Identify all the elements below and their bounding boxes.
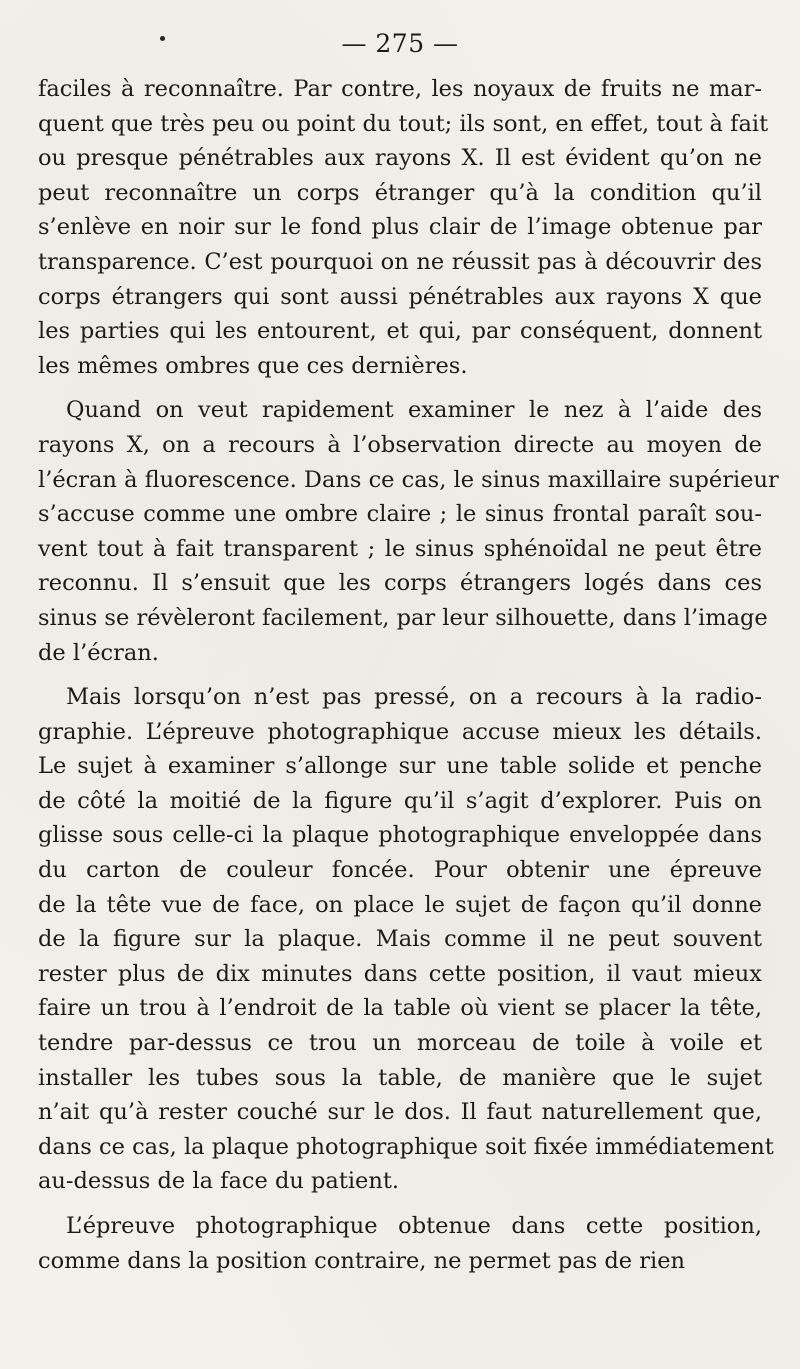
text-line: dans ce cas, la plaque photographique soit fixée immédiatement bbox=[38, 1133, 774, 1160]
text-line: de la figure sur la plaque. Mais comme il ne peut souvent bbox=[38, 926, 762, 953]
body-text bbox=[38, 72, 779, 1278]
text-line: reconnu. Il s’ensuit que les corps étrangers logés dans ces bbox=[38, 570, 762, 597]
text-line: s’enlève en noir sur le fond plus clair de l’image obtenue par bbox=[38, 214, 762, 241]
text-line: les mêmes ombres que ces dernières. bbox=[38, 352, 468, 379]
text-line: glisse sous celle-ci la plaque photographique enveloppée dans bbox=[38, 822, 762, 849]
text-line: de côté la moitié de la figure qu’il s’agit d’explorer. Puis on bbox=[38, 787, 762, 814]
paragraph bbox=[38, 1209, 762, 1278]
text-line: Le sujet à examiner s’allonge sur une table solide et penche bbox=[38, 753, 762, 780]
text-line: graphie. L’épreuve photographique accuse mieux les détails. bbox=[38, 718, 762, 745]
text-line: s’accuse comme une ombre claire ; le sinus frontal paraît sou- bbox=[38, 501, 762, 528]
text-line: les parties qui les entourent, et qui, par conséquent, donnent bbox=[38, 318, 762, 345]
text-line: transparence. C’est pourquoi on ne réussit pas à découvrir des bbox=[38, 248, 762, 275]
text-line: rayons X, on a recours à l’observation directe au moyen de bbox=[38, 431, 762, 458]
text-line: tendre par-dessus ce trou un morceau de toile à voile et bbox=[38, 1030, 762, 1057]
text-line: l’écran à fluorescence. Dans ce cas, le sinus maxillaire supérieur bbox=[38, 466, 779, 493]
text-line: n’ait qu’à rester couché sur le dos. Il faut naturellement que, bbox=[38, 1099, 762, 1126]
text-line: faciles à reconnaître. Par contre, les noyaux de fruits ne mar- bbox=[38, 76, 762, 102]
ink-speck bbox=[160, 36, 165, 41]
text-line: corps étrangers qui sont aussi pénétrables aux rayons X que bbox=[38, 283, 762, 310]
text-line: installer les tubes sous la table, de manière que le sujet bbox=[38, 1064, 762, 1091]
text-line: de l’écran. bbox=[38, 639, 159, 666]
paragraph bbox=[38, 72, 769, 383]
text-line: faire un trou à l’endroit de la table où vient se placer la tête, bbox=[38, 995, 762, 1022]
text-line: peut reconnaître un corps étranger qu’à la condition qu’il bbox=[38, 179, 762, 206]
text-line: quent que très peu ou point du tout; ils sont, en effet, tout à fait bbox=[38, 110, 769, 137]
text-line: de la tête vue de face, on place le sujet de façon qu’il donne bbox=[38, 891, 762, 918]
text-line: Quand on veut rapidement examiner le nez à l’aide des bbox=[66, 397, 762, 424]
text-line: Mais lorsqu’on n’est pas pressé, on a recours à la radio- bbox=[66, 684, 762, 711]
text-line: du carton de couleur foncée. Pour obtenir une épreuve bbox=[38, 857, 762, 884]
text-line: comme dans la position contraire, ne permet pas de rien bbox=[38, 1247, 686, 1274]
paragraph bbox=[38, 393, 779, 670]
text-line: ou presque pénétrables aux rayons X. Il est évident qu’on ne bbox=[38, 145, 762, 172]
text-line: au-dessus de la face du patient. bbox=[38, 1168, 400, 1195]
text-line: vent tout à fait transparent ; le sinus sphénoïdal ne peut être bbox=[38, 535, 762, 562]
text-line: sinus se révèleront facilement, par leur silhouette, dans l’image bbox=[38, 604, 768, 631]
paragraph bbox=[38, 680, 774, 1199]
page-number: — 275 — bbox=[341, 29, 459, 58]
text-line: L’épreuve photographique obtenue dans cette position, bbox=[66, 1213, 762, 1239]
text-line: rester plus de dix minutes dans cette position, il vaut mieux bbox=[38, 960, 762, 987]
